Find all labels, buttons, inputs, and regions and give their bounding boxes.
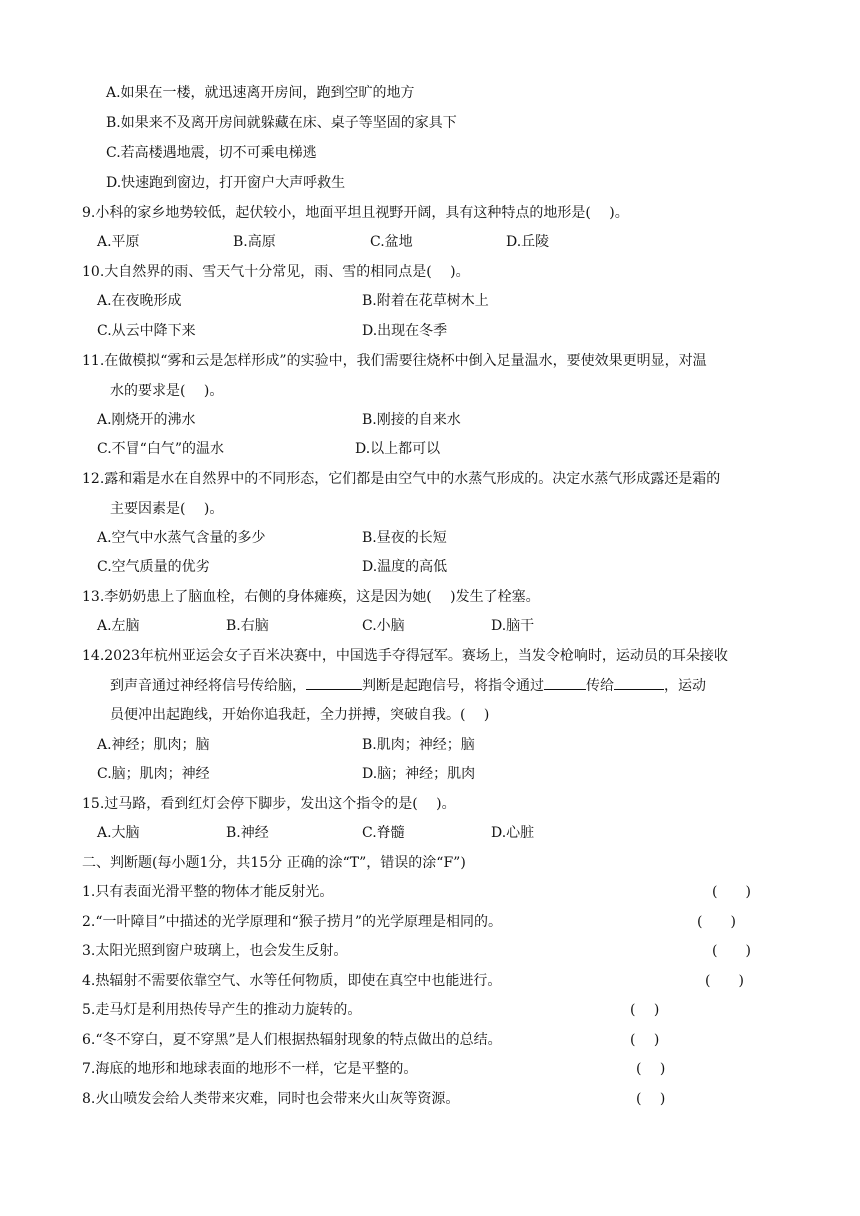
q12-stem-line1: 12.露和霜是水在自然界中的不同形态，它们都是由空气中的水蒸气形成的。决定水蒸气形成露还是霜的 <box>82 471 721 487</box>
q12-option-a: A.空气中水蒸气含量的多少 <box>97 530 266 546</box>
q14-option-d: D.脑；神经；肌肉 <box>362 766 476 782</box>
q14-stem-line1: 14.2023年杭州亚运会女子百米决赛中，中国选手夺得冠军。赛场上，当发令枪响时，运动员的耳朵接收 <box>82 648 728 664</box>
q9-option-b: B.高原 <box>233 234 276 250</box>
q15-stem: 15.过马路，看到红灯会停下脚步，发出这个指令的是( )。 <box>82 796 456 812</box>
tf-answer-6[interactable]: ( ) <box>630 1032 660 1048</box>
q13-option-d: D.脑干 <box>491 618 535 634</box>
q13-option-c: C.小脑 <box>362 618 405 634</box>
q15-option-d: D.心脏 <box>491 825 535 841</box>
q14-stem-part1: 到声音通过神经将信号传给脑， <box>110 678 306 694</box>
q11-option-a: A.刚烧开的沸水 <box>97 412 196 428</box>
q15-option-c: C.脊髓 <box>362 825 405 841</box>
q14-option-a: A.神经；肌肉；脑 <box>97 737 210 753</box>
q8-option-b: B.如果来不及离开房间就躲藏在床、桌子等坚固的家具下 <box>106 115 457 131</box>
q10-option-a: A.在夜晚形成 <box>97 293 182 309</box>
tf-item-4: 4.热辐射不需要依靠空气、水等任何物质，即使在真空中也能进行。 <box>82 973 502 989</box>
q12-option-d: D.温度的高低 <box>362 559 448 575</box>
q12-stem-line2: 主要因素是( )。 <box>110 501 224 517</box>
q11-option-d: D.以上都可以 <box>355 441 441 457</box>
q14-option-c: C.脑；肌肉；神经 <box>97 766 210 782</box>
tf-answer-1[interactable]: ( ) <box>712 884 751 900</box>
q14-stem-part3: 传给 <box>586 678 614 694</box>
tf-answer-8[interactable]: ( ) <box>636 1091 666 1107</box>
q8-option-c: C.若高楼遇地震，切不可乘电梯逃 <box>106 145 317 161</box>
tf-item-3: 3.太阳光照到窗户玻璃上，也会发生反射。 <box>82 943 348 959</box>
q14-option-b: B.肌肉；神经；脑 <box>362 737 475 753</box>
q15-option-b: B.神经 <box>226 825 269 841</box>
tf-answer-2[interactable]: ( ) <box>697 914 736 930</box>
section-heading: 二、判断题(每小题1分，共15分 正确的涂“T”，错误的涂“F”) <box>82 855 466 871</box>
tf-answer-5[interactable]: ( ) <box>630 1002 660 1018</box>
q12-option-b: B.昼夜的长短 <box>362 530 447 546</box>
tf-item-5: 5.走马灯是利用热传导产生的推动力旋转的。 <box>82 1002 362 1018</box>
q8-option-a: A.如果在一楼，就迅速离开房间，跑到空旷的地方 <box>106 85 415 101</box>
q9-stem: 9.小科的家乡地势较低，起伏较小，地面平坦且视野开阔，具有这种特点的地形是( )。 <box>82 205 629 221</box>
tf-item-8: 8.火山喷发会给人类带来灾难，同时也会带来火山灰等资源。 <box>82 1091 460 1107</box>
tf-answer-7[interactable]: ( ) <box>636 1061 666 1077</box>
tf-answer-4[interactable]: ( ) <box>705 973 744 989</box>
q11-option-b: B.刚接的自来水 <box>362 412 461 428</box>
q9-option-c: C.盆地 <box>370 234 413 250</box>
tf-item-6: 6.“冬不穿白，夏不穿黑”是人们根据热辐射现象的特点做出的总结。 <box>82 1032 502 1048</box>
q11-stem-line2: 水的要求是( )。 <box>110 383 224 399</box>
q14-stem-line2 <box>110 675 706 695</box>
tf-answer-3[interactable]: ( ) <box>712 943 751 959</box>
q13-option-b: B.右脑 <box>226 618 269 634</box>
q9-option-a: A.平原 <box>97 234 140 250</box>
q14-blank-3 <box>614 675 664 690</box>
q12-option-c: C.空气质量的优劣 <box>97 559 210 575</box>
q10-option-d: D.出现在冬季 <box>362 323 448 339</box>
q14-stem-part2: 判断是起跑信号，将指令通过 <box>362 678 544 694</box>
q8-option-d: D.快速跑到窗边，打开窗户大声呼救生 <box>106 175 346 191</box>
q10-stem: 10.大自然界的雨、雪天气十分常见，雨、雪的相同点是( )。 <box>82 264 470 280</box>
q14-blank-2 <box>544 675 586 690</box>
tf-item-2: 2.“一叶障目”中描述的光学原理和“猴子捞月”的光学原理是相同的。 <box>82 914 502 930</box>
tf-item-1: 1.只有表面光滑平整的物体才能反射光。 <box>82 884 334 900</box>
q15-option-a: A.大脑 <box>97 825 140 841</box>
tf-item-7: 7.海底的地形和地球表面的地形不一样，它是平整的。 <box>82 1061 418 1077</box>
q10-option-b: B.附着在花草树木上 <box>362 293 489 309</box>
q13-option-a: A.左脑 <box>97 618 140 634</box>
q13-stem: 13.李奶奶患上了脑血栓，右侧的身体瘫痪，这是因为她( )发生了栓塞。 <box>82 589 540 605</box>
q11-stem-line1: 11.在做模拟“雾和云是怎样形成”的实验中，我们需要往烧杯中倒入足量温水，要使效果更明显，对温 <box>82 353 707 369</box>
q11-option-c: C.不冒“白气”的温水 <box>97 441 224 457</box>
q14-stem-part4: ，运动 <box>664 678 706 694</box>
q14-stem-line3: 员便冲出起跑线，开始你追我赶，全力拼搏，突破自我。( ) <box>110 707 490 723</box>
q14-blank-1 <box>306 675 362 690</box>
q9-option-d: D.丘陵 <box>506 234 550 250</box>
q10-option-c: C.从云中降下来 <box>97 323 196 339</box>
